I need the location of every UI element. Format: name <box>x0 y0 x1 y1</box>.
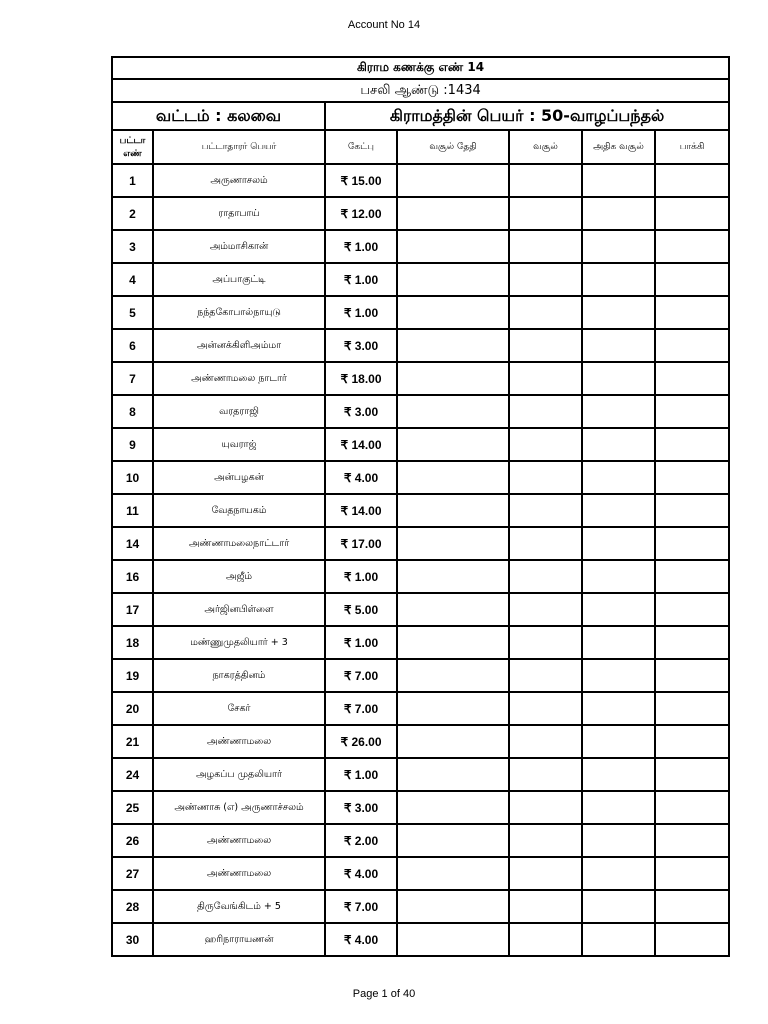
holder-name: அர்ஜினபிள்ளை <box>153 593 325 626</box>
patta-number: 5 <box>112 296 153 329</box>
patta-number: 6 <box>112 329 153 362</box>
balance-cell <box>655 329 729 362</box>
table-row <box>112 395 729 428</box>
patta-number: 27 <box>112 857 153 890</box>
demand-amount: ₹ 7.00 <box>325 890 397 923</box>
excess-collection-cell <box>582 197 655 230</box>
fasli-row <box>112 79 729 102</box>
patta-number: 14 <box>112 527 153 560</box>
collection-cell <box>509 428 582 461</box>
table-row <box>112 329 729 362</box>
balance-cell <box>655 527 729 560</box>
demand-amount: ₹ 1.00 <box>325 230 397 263</box>
table-row <box>112 263 729 296</box>
header-balance: பாக்கி <box>655 130 729 164</box>
collection-date-cell <box>397 659 509 692</box>
collection-date-cell <box>397 857 509 890</box>
collection-cell <box>509 692 582 725</box>
demand-amount: ₹ 12.00 <box>325 197 397 230</box>
collection-cell <box>509 758 582 791</box>
demand-amount: ₹ 1.00 <box>325 758 397 791</box>
collection-cell <box>509 329 582 362</box>
demand-amount: ₹ 3.00 <box>325 395 397 428</box>
patta-number: 7 <box>112 362 153 395</box>
excess-collection-cell <box>582 230 655 263</box>
collection-cell <box>509 560 582 593</box>
table-row <box>112 890 729 923</box>
excess-collection-cell <box>582 263 655 296</box>
balance-cell <box>655 758 729 791</box>
excess-collection-cell <box>582 428 655 461</box>
holder-name: ராதாபாய் <box>153 197 325 230</box>
holder-name: அண்ணாமலை <box>153 824 325 857</box>
table-row <box>112 230 729 263</box>
collection-cell <box>509 395 582 428</box>
patta-number: 24 <box>112 758 153 791</box>
demand-amount: ₹ 4.00 <box>325 857 397 890</box>
holder-name: அன்னக்கிளிஅம்மா <box>153 329 325 362</box>
patta-number: 2 <box>112 197 153 230</box>
collection-cell <box>509 626 582 659</box>
collection-date-cell <box>397 692 509 725</box>
table-row <box>112 560 729 593</box>
holder-name: அண்ணாமலைநாட்டார் <box>153 527 325 560</box>
collection-cell <box>509 659 582 692</box>
balance-cell <box>655 362 729 395</box>
collection-cell <box>509 230 582 263</box>
holder-name: அண்ணாமலை நாடார் <box>153 362 325 395</box>
table-row <box>112 197 729 230</box>
header-holder-name: பட்டாதாரர் பெயர் <box>153 130 325 164</box>
excess-collection-cell <box>582 659 655 692</box>
account-header: Account No 14 <box>347 19 421 31</box>
balance-cell <box>655 824 729 857</box>
collection-cell <box>509 197 582 230</box>
collection-date-cell <box>397 758 509 791</box>
holder-name: வரதராஜி <box>153 395 325 428</box>
balance-cell <box>655 263 729 296</box>
demand-amount: ₹ 26.00 <box>325 725 397 758</box>
excess-collection-cell <box>582 329 655 362</box>
collection-date-cell <box>397 890 509 923</box>
balance-cell <box>655 560 729 593</box>
collection-date-cell <box>397 824 509 857</box>
demand-amount: ₹ 7.00 <box>325 659 397 692</box>
collection-cell <box>509 857 582 890</box>
patta-number: 4 <box>112 263 153 296</box>
patta-number: 11 <box>112 494 153 527</box>
holder-name: அருணாசலம் <box>153 164 325 197</box>
holder-name: சேகர் <box>153 692 325 725</box>
patta-number: 20 <box>112 692 153 725</box>
table-row <box>112 626 729 659</box>
collection-date-cell <box>397 560 509 593</box>
demand-amount: ₹ 14.00 <box>325 428 397 461</box>
balance-cell <box>655 626 729 659</box>
demand-amount: ₹ 1.00 <box>325 263 397 296</box>
balance-cell <box>655 659 729 692</box>
excess-collection-cell <box>582 725 655 758</box>
holder-name: நந்தகோபால்நாயுடு <box>153 296 325 329</box>
collection-cell <box>509 923 582 956</box>
demand-amount: ₹ 3.00 <box>325 329 397 362</box>
village-account-table <box>111 56 730 957</box>
title-row <box>112 57 729 79</box>
table-row <box>112 692 729 725</box>
demand-amount: ₹ 18.00 <box>325 362 397 395</box>
table-row <box>112 494 729 527</box>
holder-name: வேதநாயகம் <box>153 494 325 527</box>
collection-cell <box>509 461 582 494</box>
village-name: கிராமத்தின் பெயர் : 50-வாழப்பந்தல் <box>325 102 729 130</box>
collection-date-cell <box>397 494 509 527</box>
patta-number: 28 <box>112 890 153 923</box>
balance-cell <box>655 395 729 428</box>
patta-number: 10 <box>112 461 153 494</box>
holder-name: அஜீம் <box>153 560 325 593</box>
collection-cell <box>509 890 582 923</box>
collection-date-cell <box>397 527 509 560</box>
collection-date-cell <box>397 593 509 626</box>
patta-number: 18 <box>112 626 153 659</box>
fasli-year: பசலி ஆண்டு :1434 <box>112 79 729 102</box>
holder-name: அண்ணாசு (எ) அருணாச்சலம் <box>153 791 325 824</box>
table-row <box>112 461 729 494</box>
excess-collection-cell <box>582 593 655 626</box>
holder-name: யுவராஜ் <box>153 428 325 461</box>
header-patta-no: பட்டா எண் <box>112 130 153 164</box>
excess-collection-cell <box>582 461 655 494</box>
page-footer: Page 1 of 40 <box>352 988 416 1000</box>
holder-name: அண்ணாமலை <box>153 725 325 758</box>
patta-number: 19 <box>112 659 153 692</box>
table-row <box>112 824 729 857</box>
table-row <box>112 659 729 692</box>
collection-cell <box>509 164 582 197</box>
patta-number: 3 <box>112 230 153 263</box>
excess-collection-cell <box>582 758 655 791</box>
collection-cell <box>509 494 582 527</box>
collection-date-cell <box>397 725 509 758</box>
balance-cell <box>655 692 729 725</box>
table-row <box>112 296 729 329</box>
table-row <box>112 758 729 791</box>
excess-collection-cell <box>582 626 655 659</box>
collection-cell <box>509 593 582 626</box>
account-title: கிராம கணக்கு எண் 14 <box>112 57 729 79</box>
header-demand: கேட்பு <box>325 130 397 164</box>
balance-cell <box>655 890 729 923</box>
excess-collection-cell <box>582 791 655 824</box>
demand-amount: ₹ 3.00 <box>325 791 397 824</box>
header-collection: வசூல் <box>509 130 582 164</box>
collection-date-cell <box>397 626 509 659</box>
holder-name: ஹரிநாராயணன் <box>153 923 325 956</box>
excess-collection-cell <box>582 692 655 725</box>
collection-date-cell <box>397 296 509 329</box>
excess-collection-cell <box>582 923 655 956</box>
table-row <box>112 593 729 626</box>
collection-date-cell <box>397 230 509 263</box>
collection-date-cell <box>397 428 509 461</box>
table-row <box>112 791 729 824</box>
balance-cell <box>655 791 729 824</box>
collection-date-cell <box>397 164 509 197</box>
collection-date-cell <box>397 362 509 395</box>
patta-number: 30 <box>112 923 153 956</box>
table-row <box>112 164 729 197</box>
collection-cell <box>509 527 582 560</box>
holder-name: அப்பாகுட்டி <box>153 263 325 296</box>
column-header-row <box>112 130 729 164</box>
balance-cell <box>655 164 729 197</box>
patta-number: 16 <box>112 560 153 593</box>
patta-number: 26 <box>112 824 153 857</box>
collection-cell <box>509 296 582 329</box>
balance-cell <box>655 494 729 527</box>
collection-cell <box>509 791 582 824</box>
balance-cell <box>655 923 729 956</box>
patta-number: 25 <box>112 791 153 824</box>
demand-amount: ₹ 14.00 <box>325 494 397 527</box>
patta-number: 1 <box>112 164 153 197</box>
excess-collection-cell <box>582 296 655 329</box>
balance-cell <box>655 857 729 890</box>
balance-cell <box>655 593 729 626</box>
location-row <box>112 102 729 130</box>
demand-amount: ₹ 1.00 <box>325 296 397 329</box>
demand-amount: ₹ 5.00 <box>325 593 397 626</box>
excess-collection-cell <box>582 395 655 428</box>
header-excess-collection: அதிக வசூல் <box>582 130 655 164</box>
excess-collection-cell <box>582 494 655 527</box>
patta-number: 17 <box>112 593 153 626</box>
table-row <box>112 857 729 890</box>
balance-cell <box>655 725 729 758</box>
demand-amount: ₹ 15.00 <box>325 164 397 197</box>
holder-name: அண்ணாமலை <box>153 857 325 890</box>
taluk-name: வட்டம் : கலவை <box>112 102 325 130</box>
patta-number: 8 <box>112 395 153 428</box>
excess-collection-cell <box>582 857 655 890</box>
collection-cell <box>509 263 582 296</box>
balance-cell <box>655 296 729 329</box>
collection-cell <box>509 362 582 395</box>
table-row <box>112 527 729 560</box>
table-row <box>112 428 729 461</box>
holder-name: மண்ணுமுதலியார் + 3 <box>153 626 325 659</box>
patta-number: 21 <box>112 725 153 758</box>
excess-collection-cell <box>582 527 655 560</box>
demand-amount: ₹ 7.00 <box>325 692 397 725</box>
collection-date-cell <box>397 329 509 362</box>
table-row <box>112 923 729 956</box>
collection-date-cell <box>397 461 509 494</box>
excess-collection-cell <box>582 362 655 395</box>
demand-amount: ₹ 17.00 <box>325 527 397 560</box>
collection-date-cell <box>397 263 509 296</box>
collection-cell <box>509 725 582 758</box>
demand-amount: ₹ 4.00 <box>325 923 397 956</box>
collection-date-cell <box>397 923 509 956</box>
collection-date-cell <box>397 197 509 230</box>
patta-number: 9 <box>112 428 153 461</box>
excess-collection-cell <box>582 560 655 593</box>
header-collection-date: வசூல் தேதி <box>397 130 509 164</box>
excess-collection-cell <box>582 164 655 197</box>
demand-amount: ₹ 2.00 <box>325 824 397 857</box>
balance-cell <box>655 197 729 230</box>
balance-cell <box>655 461 729 494</box>
table-row <box>112 362 729 395</box>
holder-name: திருவேங்கிடம் + 5 <box>153 890 325 923</box>
excess-collection-cell <box>582 824 655 857</box>
demand-amount: ₹ 1.00 <box>325 560 397 593</box>
holder-name: அன்பழகன் <box>153 461 325 494</box>
holder-name: நாகரத்தினம் <box>153 659 325 692</box>
collection-cell <box>509 824 582 857</box>
excess-collection-cell <box>582 890 655 923</box>
balance-cell <box>655 230 729 263</box>
demand-amount: ₹ 1.00 <box>325 626 397 659</box>
collection-date-cell <box>397 791 509 824</box>
table-row <box>112 725 729 758</box>
holder-name: அழகப்ப முதலியார் <box>153 758 325 791</box>
balance-cell <box>655 428 729 461</box>
demand-amount: ₹ 4.00 <box>325 461 397 494</box>
collection-date-cell <box>397 395 509 428</box>
holder-name: அம்மாசிகான் <box>153 230 325 263</box>
